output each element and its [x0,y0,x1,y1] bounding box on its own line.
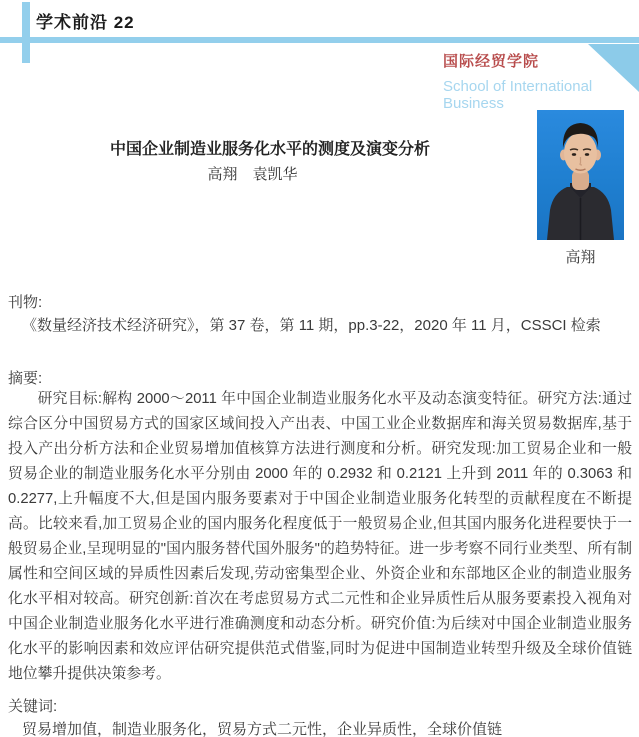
photo-caption: 高翔 [565,249,596,266]
abstract-section-label: 摘要: [8,370,43,387]
header-rule [0,37,639,43]
abstract-paragraph: 研究目标:解构 2000～2011 年中国企业制造业服务化水平及动态演变特征。研究方法:通过综合区分中国贸易方式的国家区域间投入产出表、中国工业企业数据库和海关贸易数据库,基于投入产出分析方法和企业贸易增加值核算方法进行测度和分析。研究发现:加工贸易企业和一般贸易企业的制造业服务化水平分别由 2000 年的 0.2932 和 0.2121 上升到 2011 年的 0.3063 和 0.2277,上升幅度不大,但是国内服务要素对于中国企业制造业服务化转型的贡献程度在不断提高。比较来看,加工贸易企业的国内服务化程度低于一般贸易企业,但其国内服务化进程要快于一般贸易企业,呈现明显的"国内服务替代国外服务"的趋势特征。进一步考察不同行业类型、所有制属性和空间区域的异质性因素后发现,劳动密集型企业、外资企业和东部地区企业的制造业服务化水平相对较高。研究创新:首次在考虑贸易方式二元性和企业异质性后从服务要素投入视角对中国企业制造业服务化水平进行准确测度和动态分析。研究价值:为后续对中国企业制造业服务化水平的影响因素和效应评估研究提供范式借鉴,同时为促进中国制造业转型升级及全球价值链地位攀升提供决策参考。 [8,391,632,682]
school-name-english: School of International Business [443,78,593,112]
school-name-chinese: 国际经贸学院 [443,53,540,70]
journal-citation: 《数量经济技术经济研究》，第 37 卷，第 11 期，pp.3-22，2020 年 11 月，CSSCI 检索 [22,317,601,334]
portrait-illustration [537,110,624,240]
journal-section-label: 刊物: [8,294,43,311]
keywords-section-label: 关键词: [8,698,58,715]
header-accent-bar [22,2,30,63]
article-title: 中国企业制造业服务化水平的测度及演变分析 [109,141,430,158]
article-authors: 高翔 袁凯华 [207,166,298,183]
series-label: 学术前沿 22 [36,13,135,32]
author-portrait-photo [537,110,624,240]
keywords-list: 贸易增加值，制造业服务化，贸易方式二元性，企业异质性，全球价值链 [22,721,503,737]
